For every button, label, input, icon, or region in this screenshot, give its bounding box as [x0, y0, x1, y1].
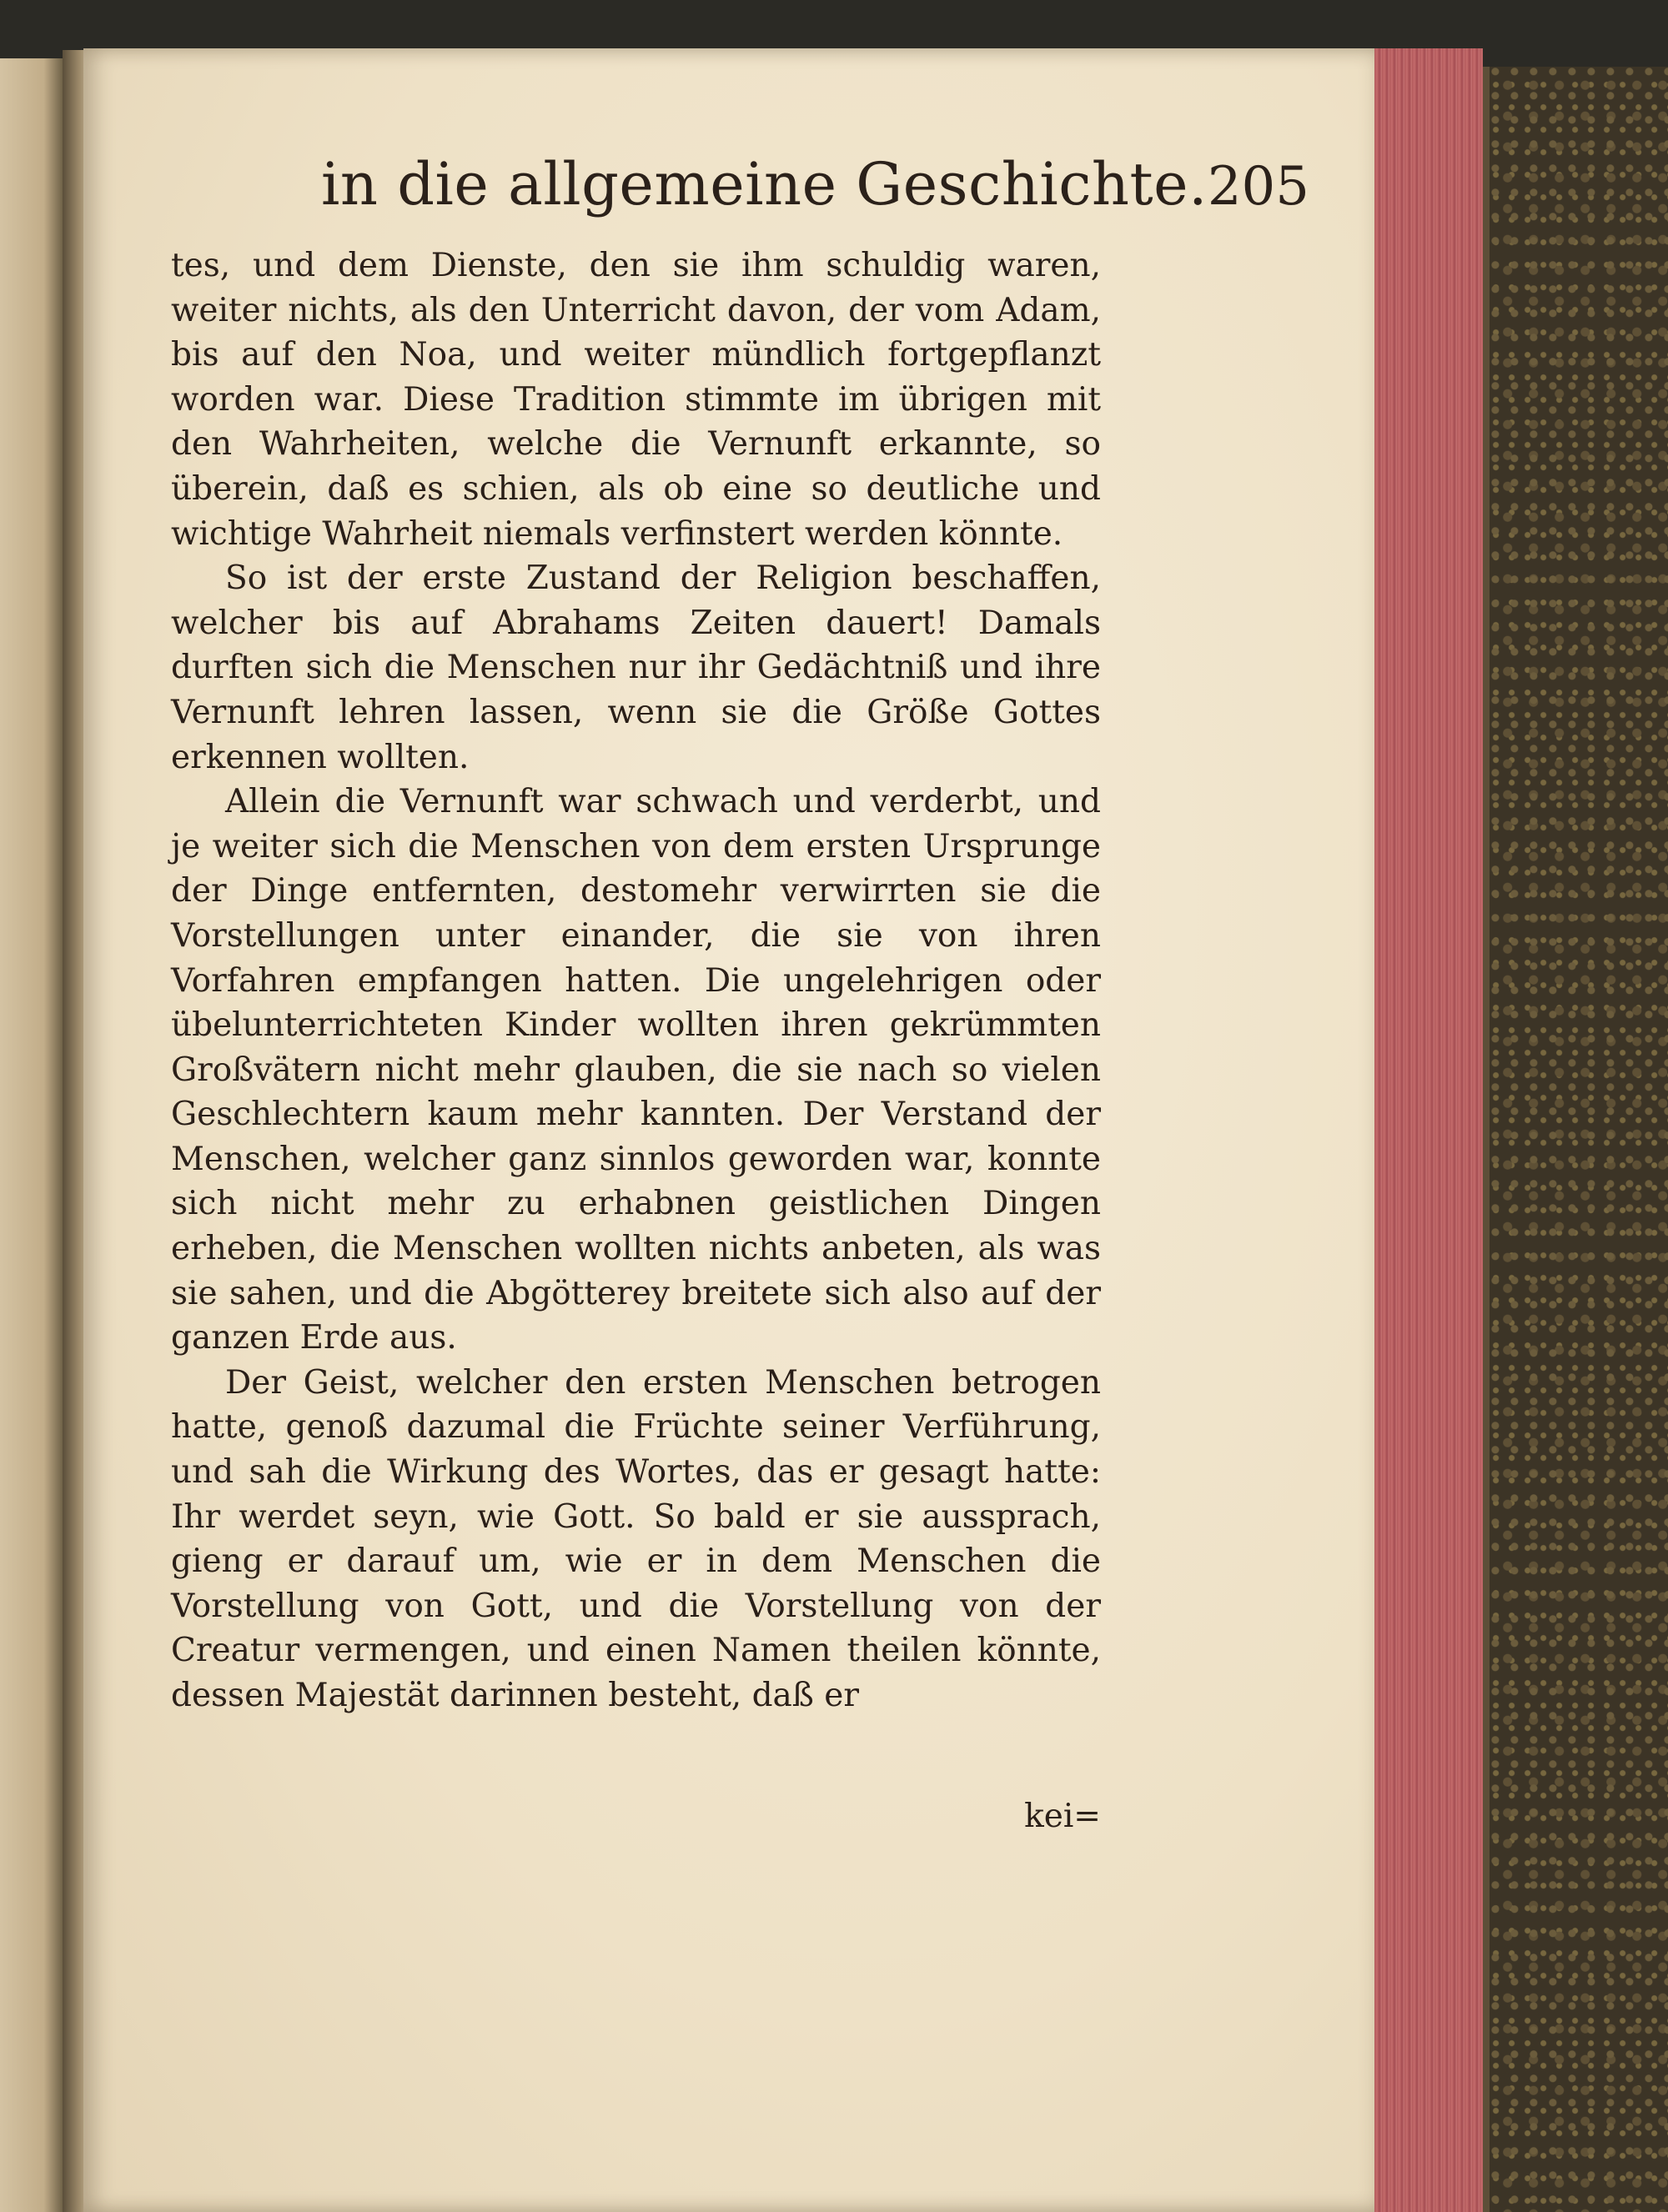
paragraph: tes, und dem Dienste, den sie ihm schuldig waren, weiter nichts, als den Unterricht davon, der vom Adam, bis auf den Noa, und weiter mündlich fortgepflanzt worden war. Diese Tradition stimmte im übrigen mit den Wahrheiten, welche die Vernunft erkannte, so überein, daß es schien, als ob eine so deutliche und wichtige Wahrheit niemals verfinstert werden könnte. [171, 247, 1101, 553]
paragraph: Der Geist, welcher den ersten Menschen betrogen hatte, genoß dazumal die Früchte seiner Verführung, und sah die Wirkung des Wortes, das er gesagt hatte: Ihr werdet seyn, wie Gott. So bald er sie aussprach, gieng er darauf um, wie er in dem Menschen die Vorstellung von Gott, und die Vorstellung von der Creatur vermengen, und einen Namen theilen könnte, dessen Majestät darinnen besteht, daß er [171, 1363, 1101, 1714]
red-page-edges [1374, 48, 1483, 2212]
catchword: kei= [1024, 1798, 1101, 1835]
body-text [171, 243, 1101, 1718]
previous-page-edge [0, 58, 63, 2212]
paragraph: So ist der erste Zustand der Religion beschaffen, welcher bis auf Abrahams Zeiten dauert! Damals durften sich die Menschen nur ihr Gedächtniß und ihre Vernunft lehren lassen, wenn sie die Größe Gottes erkennen wollten. [171, 559, 1101, 776]
page-number: 205 [1207, 156, 1309, 218]
book-cover [1483, 67, 1668, 2212]
running-title: in die allgemeine Geschichte. [321, 150, 1208, 218]
paragraph: Allein die Vernunft war schwach und verderbt, und je weiter sich die Menschen von dem ersten Ursprunge der Dinge entfernten, destomehr verwirrten sie die Vorstellungen unter einander, die sie von ihren Vorfahren empfangen hatten. Die ungelehrigen oder übelunterrichteten Kinder wollten ihren gekrümmten Großvätern nicht mehr glauben, die sie nach so vielen Geschlechtern kaum mehr kannten. Der Verstand der Menschen, welcher ganz sinnlos geworden war, konnte sich nicht mehr zu erhabnen geistlichen Dingen erheben, die Menschen wollten nichts anbeten, als was sie sahen, und die Abgötterey breitete sich also auf der ganzen Erde aus. [171, 783, 1101, 1357]
page-header [321, 150, 1309, 242]
